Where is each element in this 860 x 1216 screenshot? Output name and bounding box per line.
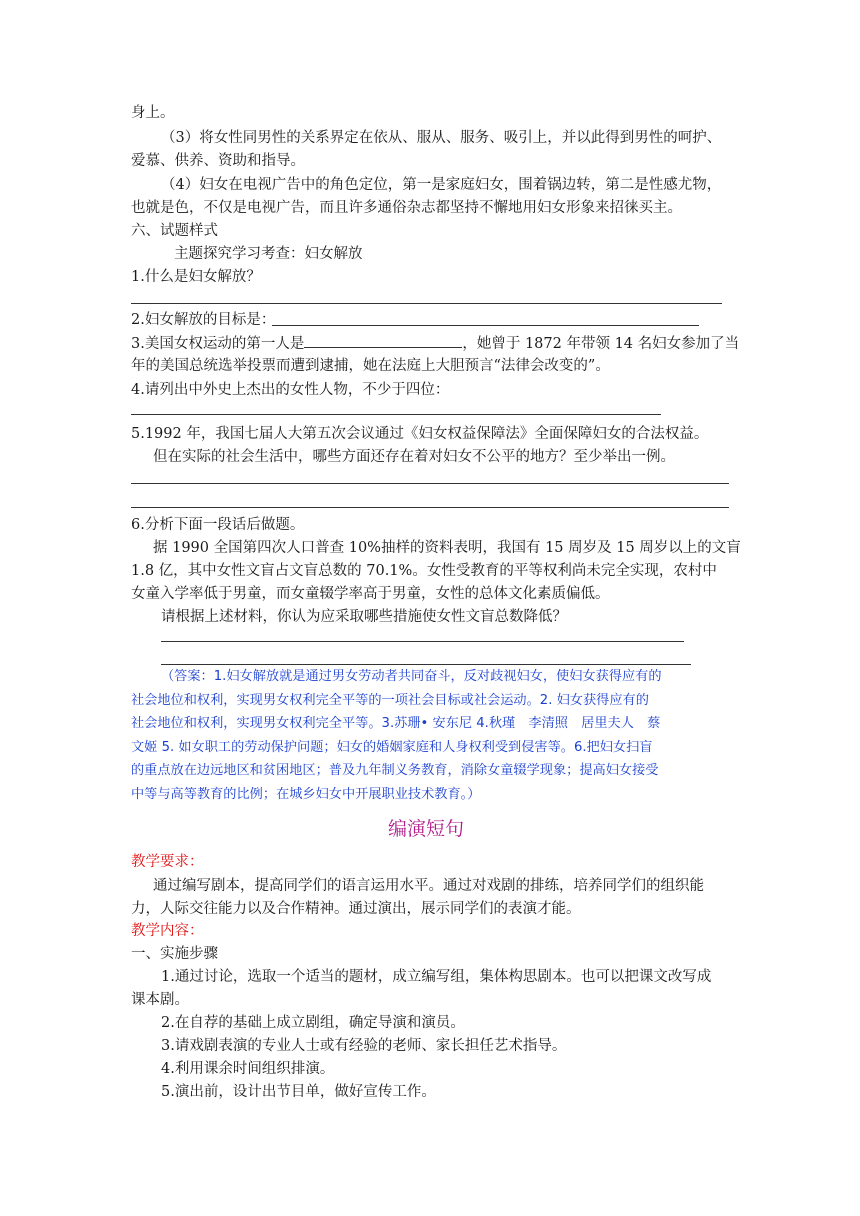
text-line: 也就是色，不仅是电视广告，而且许多通俗杂志都坚持不懈地用妇女形象来招徕买主。 (131, 200, 682, 216)
text-line: 身上。 (131, 105, 175, 121)
label-content: 教学内容： (131, 923, 204, 939)
question-1: 1.什么是妇女解放？ (131, 269, 261, 285)
question-2: 2.妇女解放的目标是： (131, 312, 276, 328)
answer-text: 文姬 5. 如女职工的劳动保护问题；妇女的婚姻家庭和人身权利受到侵害等。6.把妇女扫盲 (131, 740, 653, 755)
answer-text: 社会地位和权利，实现男女权利完全平等的一项社会目标或社会运动。2. 妇女获得应有的 (131, 693, 649, 708)
answer-text: 的重点放在边远地区和贫困地区；普及九年制义务教育，消除女童辍学现象；提高妇女接受 (131, 763, 659, 778)
question-5: 5.1992 年，我国七届人大第五次会议通过《妇女权益保障法》全面保障妇女的合法权益。 (131, 426, 709, 442)
text-line: 课本剧。 (131, 992, 189, 1008)
subheading: 主题探究学习考查：妇女解放 (174, 246, 363, 262)
list-item: 3.请戏剧表演的专业人士或有经验的老师、家长担任艺术指导。 (161, 1038, 567, 1054)
answer-blank (304, 333, 462, 348)
text-line: 1.8 亿，其中女性文盲占文盲总数的 70.1%。女性受教育的平等权利尚未完全实现，农村中 (131, 563, 717, 579)
section-heading: 一、实施步骤 (131, 946, 218, 962)
answer-text: （答案：1.妇女解放就是通过男女劳动者共同奋斗，反对歧视妇女，使妇女获得应有的 (161, 669, 662, 684)
text-line: 通过编写剧本，提高同学们的语言运用水平。通过对戏剧的排练，培养同学们的组织能 (153, 878, 704, 894)
text-line: （3）将女性同男性的关系界定在依从、服从、服务、吸引上，并以此得到男性的呵护、 (161, 130, 722, 146)
list-item: 2.在自荐的基础上成立剧组，确定导演和演员。 (161, 1015, 465, 1031)
answer-text: 中等与高等教育的比例；在城乡妇女中开展职业技术教育。） (131, 787, 481, 802)
answer-text: 社会地位和权利，实现男女权利完全平等。3.苏珊• 安东尼 4.秋瑾 李清照 居里夫人 蔡 (131, 716, 661, 731)
answer-blank (161, 641, 684, 642)
list-item: 1.通过讨论，选取一个适当的题材，成立编写组，集体构思剧本。也可以把课文改写成 (161, 969, 712, 985)
text-line: （4）妇女在电视广告中的角色定位，第一是家庭妇女，围着锅边转，第二是性感尤物， (161, 177, 722, 193)
text-line: 力，人际交往能力以及合作精神。通过演出，展示同学们的表演才能。 (131, 901, 581, 917)
answer-blank (161, 664, 691, 665)
text-line: 年的美国总统选举投票而遭到逮捕，她在法庭上大胆预言“法律会改变的”。 (131, 358, 610, 374)
answer-blank (131, 303, 722, 304)
text-line: 爱慕、供养、资助和指导。 (131, 153, 305, 169)
section-heading: 六、试题样式 (131, 223, 218, 239)
question-4: 4.请列出中外史上杰出的女性人物，不少于四位： (131, 382, 450, 398)
list-item: 5.演出前，设计出节目单，做好宣传工作。 (161, 1084, 436, 1100)
text-line: 女童入学率低于男童，而女童辍学率高于男童，女性的总体文化素质偏低。 (131, 586, 610, 602)
label-requirement: 教学要求： (131, 854, 204, 870)
answer-blank (131, 414, 661, 415)
question-3: 3.美国女权运动的第一人是 ，她曾于 1872 年带领 14 名妇女参加了当 (131, 333, 739, 354)
text-line: 请根据上述材料，你认为应采取哪些措施使女性文盲总数降低？ (161, 609, 567, 625)
text-line: 但在实际的社会生活中，哪些方面还存在着对妇女不公平的地方？至少举出一例。 (153, 449, 675, 465)
answer-blank (131, 507, 729, 508)
question-6: 6.分析下面一段话后做题。 (131, 517, 305, 533)
answer-blank (272, 325, 699, 326)
text-line: 据 1990 全国第四次人口普查 10%抽样的资料表明，我国有 15 周岁及 15 周岁以上的文盲 (153, 540, 741, 556)
list-item: 4.利用课余时间组织排演。 (161, 1061, 335, 1077)
answer-blank (131, 483, 729, 484)
page-title: 编演短句 (388, 818, 465, 840)
